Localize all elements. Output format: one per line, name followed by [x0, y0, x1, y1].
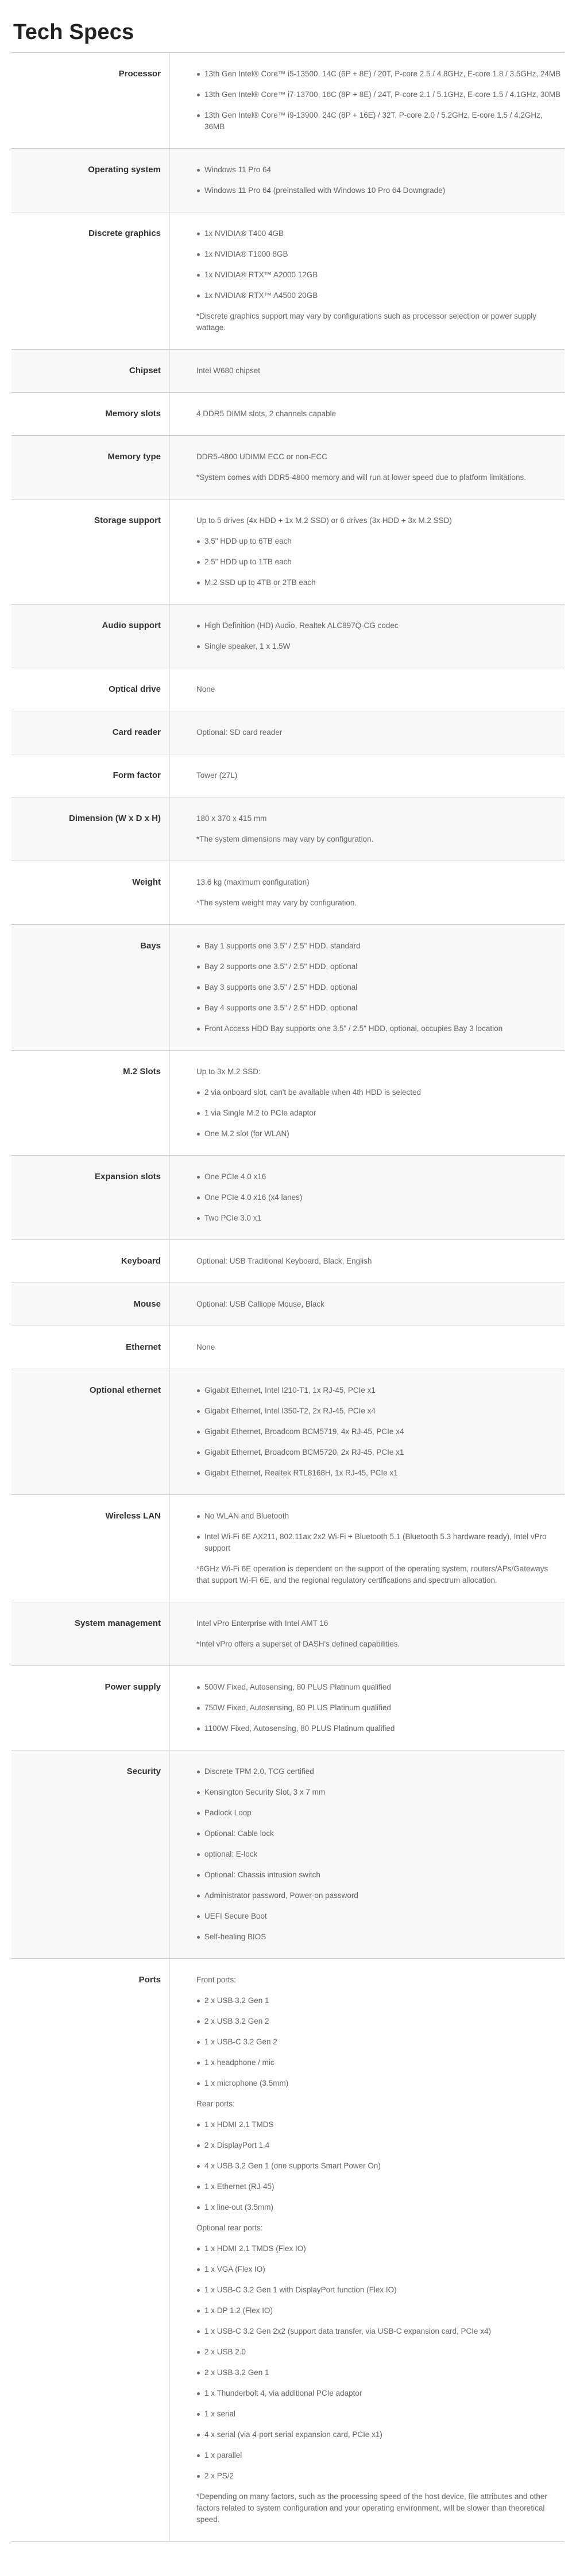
spec-value [170, 797, 565, 861]
spec-bullet-item: 1100W Fixed, Autosensing, 80 PLUS Platinum qualified [196, 1723, 561, 1734]
spec-value [170, 1156, 565, 1239]
spec-row [11, 1495, 565, 1602]
spec-bullet-item: 2 x USB 3.2 Gen 1 [196, 2367, 561, 2379]
spec-value [170, 605, 565, 668]
spec-bullet-item: 1 x HDMI 2.1 TMDS [196, 2119, 561, 2130]
spec-row [11, 861, 565, 925]
spec-bullet-item: Intel Wi-Fi 6E AX211, 802.11ax 2x2 Wi-Fi + Bluetooth 5.1 (Bluetooth 5.3 hardware ready), Intel vPro support [196, 1531, 561, 1554]
spec-text-line: Rear ports: [196, 2099, 235, 2108]
spec-bullet-item: 1 x HDMI 2.1 TMDS (Flex IO) [196, 2243, 561, 2255]
spec-value [170, 1051, 565, 1155]
spec-value [170, 53, 565, 148]
spec-text-line: Optional: USB Traditional Keyboard, Black, English [196, 1257, 372, 1265]
spec-value [170, 436, 565, 499]
spec-text-line: Optional rear ports: [196, 2224, 263, 2232]
spec-label: Memory slots [11, 393, 170, 435]
spec-value [170, 1750, 565, 1958]
spec-bullet-item: 1x NVIDIA® T400 4GB [196, 228, 561, 239]
spec-label: Power supply [11, 1666, 170, 1750]
spec-row [11, 212, 565, 350]
spec-value [170, 861, 565, 924]
spec-row [11, 393, 565, 436]
spec-value [170, 1602, 565, 1665]
spec-bullet-item: 13th Gen Intel® Core™ i9-13900, 24C (8P + 16E) / 32T, P-core 2.0 / 5.2GHz, E-core 1.5 / 4.2GHz, 36MB [196, 110, 561, 133]
spec-bullet-item: Discrete TPM 2.0, TCG certified [196, 1766, 561, 1777]
spec-row [11, 711, 565, 754]
spec-text-line: Tower (27L) [196, 771, 238, 780]
spec-bullet-item: 1 x USB-C 3.2 Gen 2x2 (support data transfer, via USB-C expansion card, PCIe x4) [196, 2326, 561, 2337]
spec-bullet-item: 1 x Ethernet (RJ-45) [196, 2181, 561, 2192]
spec-bullet-item: Padlock Loop [196, 1807, 561, 1819]
spec-label: System management [11, 1602, 170, 1665]
spec-bullet-item: 1x NVIDIA® RTX™ A4500 20GB [196, 290, 561, 301]
spec-value [170, 393, 565, 435]
spec-bullet-item: 2 x DisplayPort 1.4 [196, 2140, 561, 2151]
spec-bullet-item: optional: E-lock [196, 1849, 561, 1860]
spec-row [11, 1156, 565, 1240]
spec-text-line: 180 x 370 x 415 mm [196, 814, 267, 823]
spec-bullet-item: Single speaker, 1 x 1.5W [196, 641, 561, 652]
spec-bullet-item: Kensington Security Slot, 3 x 7 mm [196, 1787, 561, 1798]
spec-bullet-item: Two PCIe 3.0 x1 [196, 1213, 561, 1224]
spec-text-line: Optional: SD card reader [196, 728, 283, 737]
spec-bullet-item: Windows 11 Pro 64 (preinstalled with Windows 10 Pro 64 Downgrade) [196, 185, 561, 196]
spec-bullet-item: 1 x USB-C 3.2 Gen 1 with DisplayPort function (Flex IO) [196, 2284, 561, 2296]
spec-row [11, 1602, 565, 1666]
spec-text-line: 13.6 kg (maximum configuration) [196, 878, 310, 886]
spec-bullet-item: 1 x DP 1.2 (Flex IO) [196, 2305, 561, 2317]
spec-bullet-item: 2 via onboard slot, can't be available when 4th HDD is selected [196, 1087, 561, 1098]
spec-footnote: *Intel vPro offers a superset of DASH's defined capabilities. [196, 1640, 400, 1648]
spec-bullet-item: 1 x headphone / mic [196, 2057, 561, 2068]
spec-bullet-item: 2 x PS/2 [196, 2470, 561, 2482]
spec-label: Bays [11, 925, 170, 1050]
spec-value [170, 1959, 565, 2541]
spec-label: M.2 Slots [11, 1051, 170, 1155]
spec-bullet-item: No WLAN and Bluetooth [196, 1510, 561, 1522]
spec-bullet-item: 1 via Single M.2 to PCIe adaptor [196, 1107, 561, 1119]
spec-bullet-item: Bay 1 supports one 3.5" / 2.5" HDD, standard [196, 940, 561, 952]
spec-label: Operating system [11, 149, 170, 212]
spec-footnote: *6GHz Wi-Fi 6E operation is dependent on the support of the operating system, routers/APs/Gateways that support Wi-Fi 6E, and the regional regulatory certifications and spectrum allocation. [196, 1564, 548, 1585]
spec-bullet-item: Gigabit Ethernet, Broadcom BCM5719, 4x RJ-45, PCIe x4 [196, 1426, 561, 1438]
spec-value [170, 1326, 565, 1369]
spec-bullet-item: Gigabit Ethernet, Intel I210-T1, 1x RJ-45, PCIe x1 [196, 1385, 561, 1396]
spec-bullet-item: Self-healing BIOS [196, 1931, 561, 1943]
spec-value [170, 1240, 565, 1283]
spec-bullet-item: 1 x VGA (Flex IO) [196, 2264, 561, 2275]
spec-footnote: *The system weight may vary by configuration. [196, 898, 357, 907]
spec-bullet-item: 750W Fixed, Autosensing, 80 PLUS Platinum qualified [196, 1702, 561, 1714]
spec-bullet-item: Gigabit Ethernet, Realtek RTL8168H, 1x RJ-45, PCIe x1 [196, 1467, 561, 1479]
spec-row [11, 797, 565, 861]
spec-value [170, 149, 565, 212]
spec-label: Weight [11, 861, 170, 924]
spec-label: Ethernet [11, 1326, 170, 1369]
spec-value [170, 1369, 565, 1494]
spec-label: Keyboard [11, 1240, 170, 1283]
spec-bullet-item: 1 x microphone (3.5mm) [196, 2078, 561, 2089]
spec-footnote: *Depending on many factors, such as the processing speed of the host device, file attributes and other factors related to system configuration and your operating environment, will be slower than theoretical speed. [196, 2492, 547, 2524]
spec-value [170, 711, 565, 754]
spec-row [11, 925, 565, 1051]
spec-bullet-item: UEFI Secure Boot [196, 1911, 561, 1922]
spec-row [11, 1240, 565, 1283]
spec-label: Memory type [11, 436, 170, 499]
spec-bullet-item: 13th Gen Intel® Core™ i5-13500, 14C (6P + 8E) / 20T, P-core 2.5 / 4.8GHz, E-core 1.8 / 3.5GHz, 24MB [196, 68, 561, 80]
tech-specs-table [11, 52, 565, 2542]
spec-bullet-item: One M.2 slot (for WLAN) [196, 1128, 561, 1140]
spec-bullet-item: 2 x USB 3.2 Gen 1 [196, 1995, 561, 2006]
spec-row [11, 1326, 565, 1369]
spec-row [11, 53, 565, 149]
spec-row [11, 1959, 565, 2542]
spec-label: Card reader [11, 711, 170, 754]
spec-bullet-item: Gigabit Ethernet, Intel I350-T2, 2x RJ-45, PCIe x4 [196, 1405, 561, 1417]
spec-bullet-item: 4 x USB 3.2 Gen 1 (one supports Smart Power On) [196, 2160, 561, 2172]
spec-bullet-item: One PCIe 4.0 x16 [196, 1171, 561, 1183]
spec-text-line: None [196, 1343, 215, 1351]
spec-value [170, 212, 565, 349]
spec-row [11, 149, 565, 212]
spec-row [11, 350, 565, 393]
spec-value [170, 1495, 565, 1602]
spec-label: Discrete graphics [11, 212, 170, 349]
spec-row [11, 1666, 565, 1750]
spec-label: Form factor [11, 754, 170, 797]
spec-bullet-item: Windows 11 Pro 64 [196, 164, 561, 176]
tech-specs-page [0, 20, 576, 2576]
spec-label: Optional ethernet [11, 1369, 170, 1494]
spec-label: Dimension (W x D x H) [11, 797, 170, 861]
spec-bullet-item: M.2 SSD up to 4TB or 2TB each [196, 577, 561, 588]
spec-text-line: None [196, 685, 215, 694]
spec-bullet-item: Bay 3 supports one 3.5" / 2.5" HDD, optional [196, 982, 561, 993]
spec-bullet-item: 2 x USB 3.2 Gen 2 [196, 2016, 561, 2027]
spec-footnote: *System comes with DDR5-4800 memory and will run at lower speed due to platform limitations. [196, 473, 526, 482]
spec-label: Mouse [11, 1283, 170, 1326]
spec-bullet-item: Administrator password, Power-on password [196, 1890, 561, 1901]
spec-bullet-item: 1 x Thunderbolt 4, via additional PCIe adaptor [196, 2388, 561, 2399]
page-title: Tech Specs [13, 20, 134, 44]
spec-bullet-item: Front Access HDD Bay supports one 3.5" / 2.5" HDD, optional, occupies Bay 3 location [196, 1023, 561, 1035]
spec-bullet-item: 1x NVIDIA® RTX™ A2000 12GB [196, 269, 561, 281]
spec-label: Processor [11, 53, 170, 148]
spec-row [11, 1283, 565, 1326]
spec-value [170, 754, 565, 797]
spec-bullet-item: 500W Fixed, Autosensing, 80 PLUS Platinum qualified [196, 1682, 561, 1693]
spec-bullet-item: Optional: Chassis intrusion switch [196, 1869, 561, 1881]
spec-row [11, 436, 565, 499]
spec-bullet-item: 1 x line-out (3.5mm) [196, 2202, 561, 2213]
spec-text-line: Front ports: [196, 1975, 237, 1984]
spec-text-line: Intel W680 chipset [196, 366, 261, 375]
spec-bullet-item: 1 x parallel [196, 2450, 561, 2461]
spec-value [170, 499, 565, 604]
spec-label: Wireless LAN [11, 1495, 170, 1602]
spec-row [11, 605, 565, 668]
spec-value [170, 925, 565, 1050]
spec-value [170, 668, 565, 711]
spec-label: Audio support [11, 605, 170, 668]
spec-bullet-item: 3.5" HDD up to 6TB each [196, 536, 561, 547]
spec-bullet-item: Bay 2 supports one 3.5" / 2.5" HDD, optional [196, 961, 561, 973]
spec-bullet-item: 1 x USB-C 3.2 Gen 2 [196, 2036, 561, 2048]
spec-label: Chipset [11, 350, 170, 392]
spec-text-line: Up to 3x M.2 SSD: [196, 1067, 261, 1076]
spec-bullet-item: High Definition (HD) Audio, Realtek ALC897Q-CG codec [196, 620, 561, 632]
spec-label: Storage support [11, 499, 170, 604]
spec-label: Optical drive [11, 668, 170, 711]
spec-text-line: Intel vPro Enterprise with Intel AMT 16 [196, 1619, 328, 1628]
spec-bullet-item: 13th Gen Intel® Core™ i7-13700, 16C (8P + 8E) / 24T, P-core 2.1 / 5.1GHz, E-core 1.5 / 4.1GHz, 30MB [196, 89, 561, 100]
spec-row [11, 668, 565, 711]
spec-footnote: *Discrete graphics support may vary by configurations such as processor selection or power supply wattage. [196, 312, 537, 332]
spec-bullet-item: 4 x serial (via 4-port serial expansion card, PCIe x1) [196, 2429, 561, 2441]
spec-text-line: 4 DDR5 DIMM slots, 2 channels capable [196, 409, 337, 418]
spec-label: Ports [11, 1959, 170, 2541]
spec-bullet-item: Bay 4 supports one 3.5" / 2.5" HDD, optional [196, 1002, 561, 1014]
spec-bullet-item: 2.5" HDD up to 1TB each [196, 556, 561, 568]
spec-bullet-item: One PCIe 4.0 x16 (x4 lanes) [196, 1192, 561, 1203]
spec-text-line: Optional: USB Calliope Mouse, Black [196, 1300, 324, 1308]
spec-row [11, 499, 565, 605]
spec-text-line: Up to 5 drives (4x HDD + 1x M.2 SSD) or 6 drives (3x HDD + 3x M.2 SSD) [196, 516, 452, 525]
spec-value [170, 350, 565, 392]
spec-footnote: *The system dimensions may vary by configuration. [196, 835, 374, 843]
spec-label: Security [11, 1750, 170, 1958]
spec-row [11, 1369, 565, 1495]
spec-text-line: DDR5-4800 UDIMM ECC or non-ECC [196, 452, 328, 461]
spec-row [11, 754, 565, 797]
spec-value [170, 1283, 565, 1326]
spec-row [11, 1750, 565, 1959]
spec-bullet-item: 1 x serial [196, 2408, 561, 2420]
spec-value [170, 1666, 565, 1750]
spec-bullet-item: 1x NVIDIA® T1000 8GB [196, 249, 561, 260]
spec-bullet-item: Gigabit Ethernet, Broadcom BCM5720, 2x RJ-45, PCIe x1 [196, 1447, 561, 1458]
spec-bullet-item: 2 x USB 2.0 [196, 2346, 561, 2358]
spec-row [11, 1051, 565, 1156]
spec-bullet-item: Optional: Cable lock [196, 1828, 561, 1839]
spec-label: Expansion slots [11, 1156, 170, 1239]
